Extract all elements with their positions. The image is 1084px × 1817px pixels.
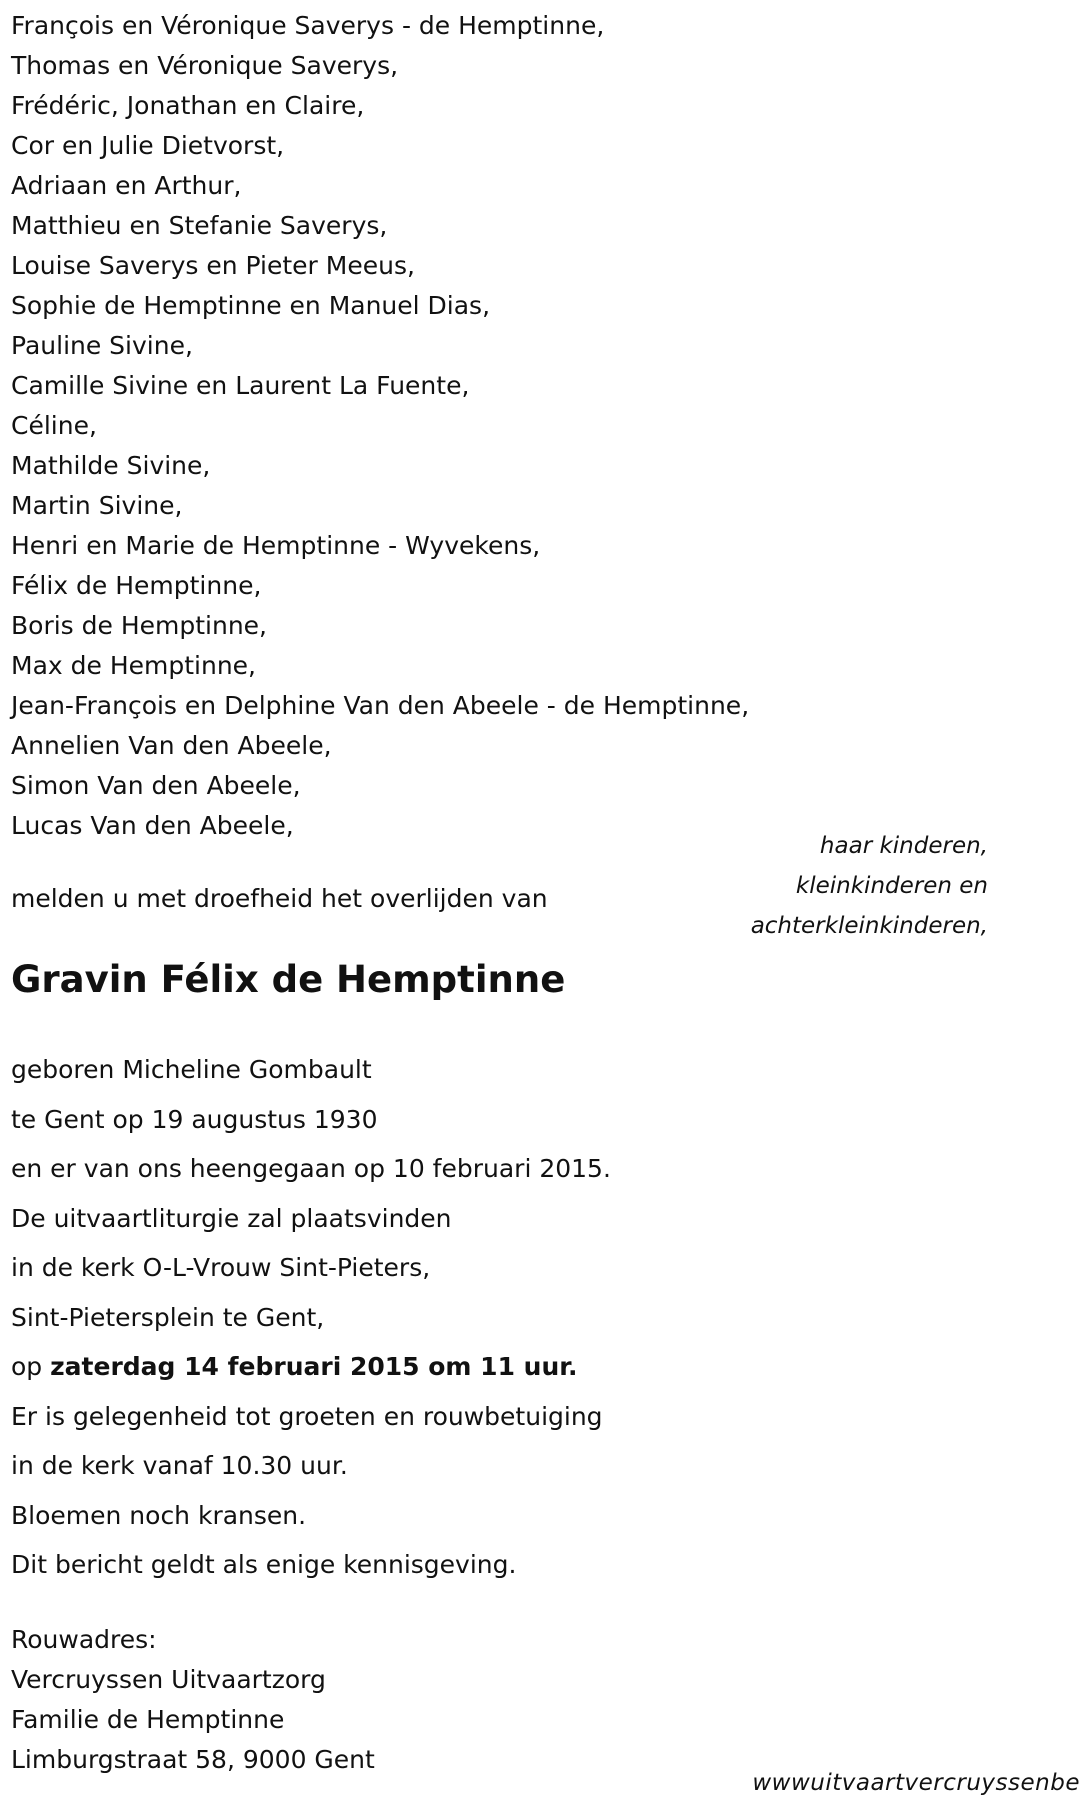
family-name-line: Mathilde Sivine, xyxy=(11,451,211,480)
address-line: Familie de Hemptinne xyxy=(11,1705,285,1734)
relation-line: haar kinderen, xyxy=(819,833,988,859)
death-line: en er van ons heengegaan op 10 februari 2015. xyxy=(11,1154,611,1183)
family-name-line: Camille Sivine en Laurent La Fuente, xyxy=(11,371,470,400)
family-name-line: Martin Sivine, xyxy=(11,491,183,520)
funeral-date-bold: zaterdag 14 februari 2015 om 11 uur. xyxy=(50,1352,578,1381)
family-name-line: Max de Hemptinne, xyxy=(11,651,256,680)
liturgy-line: De uitvaartliturgie zal plaatsvinden xyxy=(11,1203,452,1233)
family-name-line: Thomas en Véronique Saverys, xyxy=(11,51,399,80)
relation-line: kleinkinderen en xyxy=(795,873,988,899)
family-name-line: Boris de Hemptinne, xyxy=(11,611,268,640)
family-name-line: François en Véronique Saverys - de Hemptinne, xyxy=(11,11,605,40)
family-name-line: Cor en Julie Dietvorst, xyxy=(11,131,285,160)
announcement-text: melden u met droefheid het overlijden van xyxy=(11,884,548,913)
family-name-line: Frédéric, Jonathan en Claire, xyxy=(11,91,365,120)
funeral-details xyxy=(11,1045,611,1590)
address-line: Limburgstraat 58, 9000 Gent xyxy=(11,1745,375,1774)
date-prefix: op xyxy=(11,1352,43,1381)
family-names-list xyxy=(11,6,749,846)
address-label: Rouwadres: xyxy=(11,1625,157,1654)
greeting-time-line: in de kerk vanaf 10.30 uur. xyxy=(11,1451,348,1480)
birth-line: te Gent op 19 augustus 1930 xyxy=(11,1104,378,1134)
family-name-line: Jean-François en Delphine Van den Abeele - de Hemptinne, xyxy=(11,691,750,720)
flowers-line: Bloemen noch kransen. xyxy=(11,1500,307,1530)
family-name-line: Félix de Hemptinne, xyxy=(11,571,262,600)
mourning-address xyxy=(11,1620,375,1780)
relation-caption xyxy=(751,826,988,946)
family-name-line: Adriaan en Arthur, xyxy=(11,171,242,200)
notice-line: Dit bericht geldt als enige kennisgeving. xyxy=(11,1550,517,1579)
family-name-line: Pauline Sivine, xyxy=(11,331,193,360)
family-name-line: Céline, xyxy=(11,411,97,440)
family-name-line: Louise Saverys en Pieter Meeus, xyxy=(11,251,415,280)
family-name-line: Henri en Marie de Hemptinne - Wyvekens, xyxy=(11,531,541,560)
greeting-line: Er is gelegenheid tot groeten en rouwbetuiging xyxy=(11,1401,603,1431)
website-text: wwwuitvaartvercruyssenbe xyxy=(752,1770,1080,1796)
funeral-date-line xyxy=(11,1342,611,1392)
family-name-line: Simon Van den Abeele, xyxy=(11,771,301,800)
family-name-line: Annelien Van den Abeele, xyxy=(11,731,332,760)
church-line: in de kerk O-L-Vrouw Sint-Pieters, xyxy=(11,1253,431,1282)
relation-line: achterkleinkinderen, xyxy=(750,913,988,939)
address-line: Vercruyssen Uitvaartzorg xyxy=(11,1665,326,1694)
family-name-line: Sophie de Hemptinne en Manuel Dias, xyxy=(11,291,491,320)
born-name-line: geboren Micheline Gombault xyxy=(11,1055,372,1084)
deceased-name-heading: Gravin Félix de Hemptinne xyxy=(11,958,566,1001)
family-name-line: Matthieu en Stefanie Saverys, xyxy=(11,211,388,240)
square-line: Sint-Pietersplein te Gent, xyxy=(11,1302,325,1332)
family-name-line: Lucas Van den Abeele, xyxy=(11,811,294,840)
